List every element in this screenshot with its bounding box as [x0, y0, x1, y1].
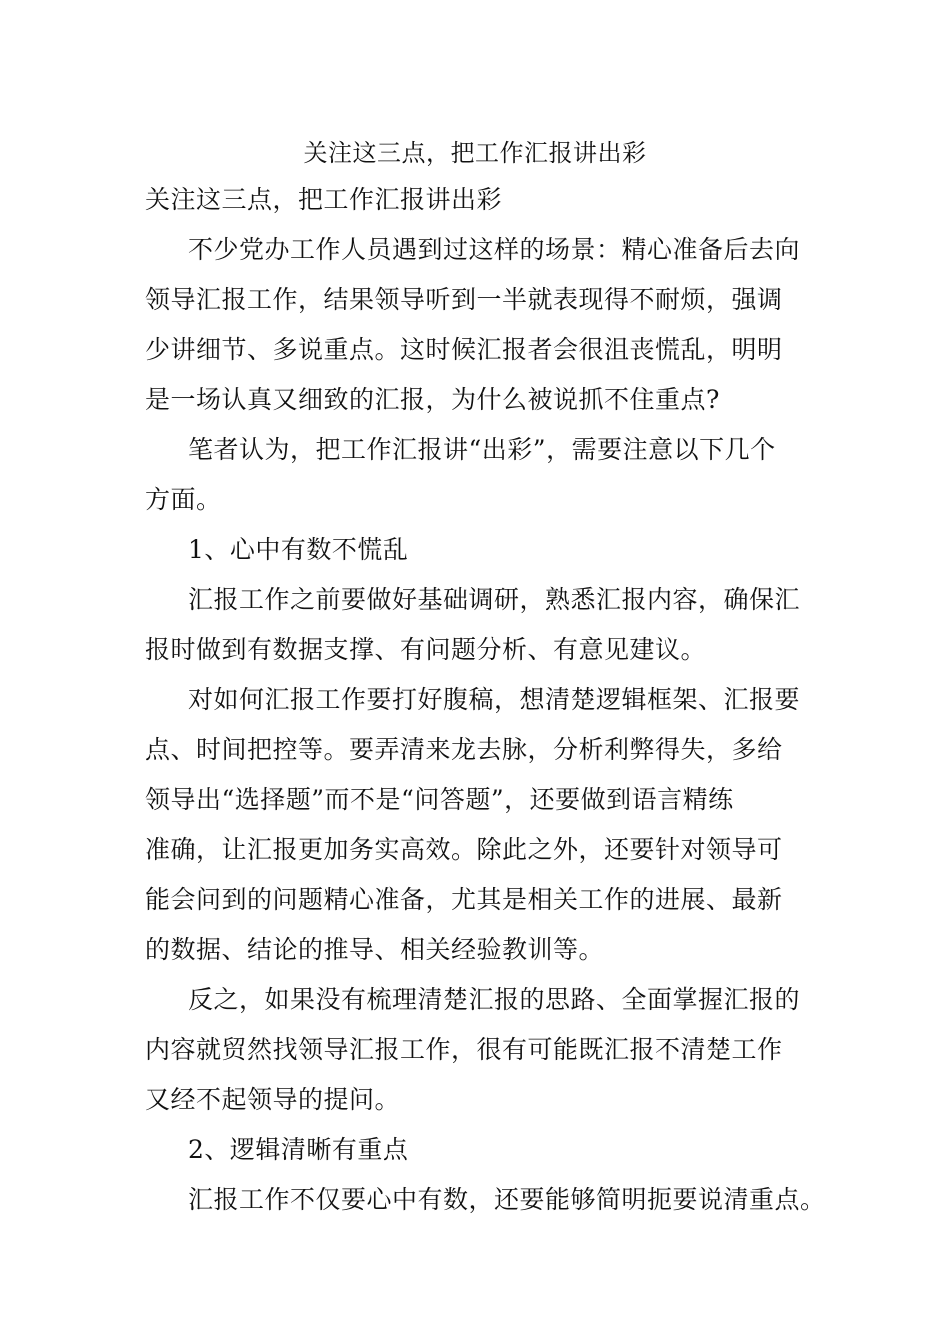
body-text-line: 汇报工作不仅要心中有数，还要能够简明扼要说清重点。 [188, 1185, 826, 1214]
body-text-line: 对如何汇报工作要打好腹稿，想清楚逻辑框架、汇报要 [188, 685, 801, 714]
body-text-line: 反之，如果没有梳理清楚汇报的思路、全面掌握汇报的 [188, 985, 801, 1014]
body-text-line: 领导出“选择题”而不是“问答题”，还要做到语言精练 [145, 785, 734, 814]
body-text-line: 汇报工作之前要做好基础调研，熟悉汇报内容，确保汇 [188, 585, 801, 614]
body-text-line: 是一场认真又细致的汇报，为什么被说抓不住重点? [145, 385, 720, 414]
section-heading: 1、心中有数不慌乱 [188, 535, 409, 564]
body-text-line: 不少党办工作人员遇到过这样的场景：精心准备后去向 [188, 235, 801, 264]
body-text-line: 领导汇报工作，结果领导听到一半就表现得不耐烦，强调 [145, 285, 783, 314]
page-title: 关注这三点，把工作汇报讲出彩 [303, 139, 647, 167]
body-text-line: 点、时间把控等。要弄清来龙去脉，分析利弊得失，多给 [145, 735, 783, 764]
body-text-line: 准确，让汇报更加务实高效。除此之外，还要针对领导可 [145, 835, 783, 864]
body-text-line: 能会问到的问题精心准备，尤其是相关工作的进展、最新 [145, 885, 783, 914]
section-heading: 2、逻辑清晰有重点 [188, 1135, 409, 1164]
body-text-line: 的数据、结论的推导、相关经验教训等。 [145, 935, 605, 964]
body-text-line: 笔者认为，把工作汇报讲“出彩”，需要注意以下几个 [188, 435, 776, 464]
body-text-line: 报时做到有数据支撑、有问题分析、有意见建议。 [145, 635, 707, 664]
body-text-line: 方面。 [145, 485, 222, 514]
body-text-line: 又经不起领导的提问。 [145, 1085, 401, 1114]
body-text-line: 少讲细节、多说重点。这时候汇报者会很沮丧慌乱，明明 [145, 335, 783, 364]
subtitle-line: 关注这三点，把工作汇报讲出彩 [145, 185, 503, 214]
body-text-line: 内容就贸然找领导汇报工作，很有可能既汇报不清楚工作 [145, 1035, 783, 1064]
